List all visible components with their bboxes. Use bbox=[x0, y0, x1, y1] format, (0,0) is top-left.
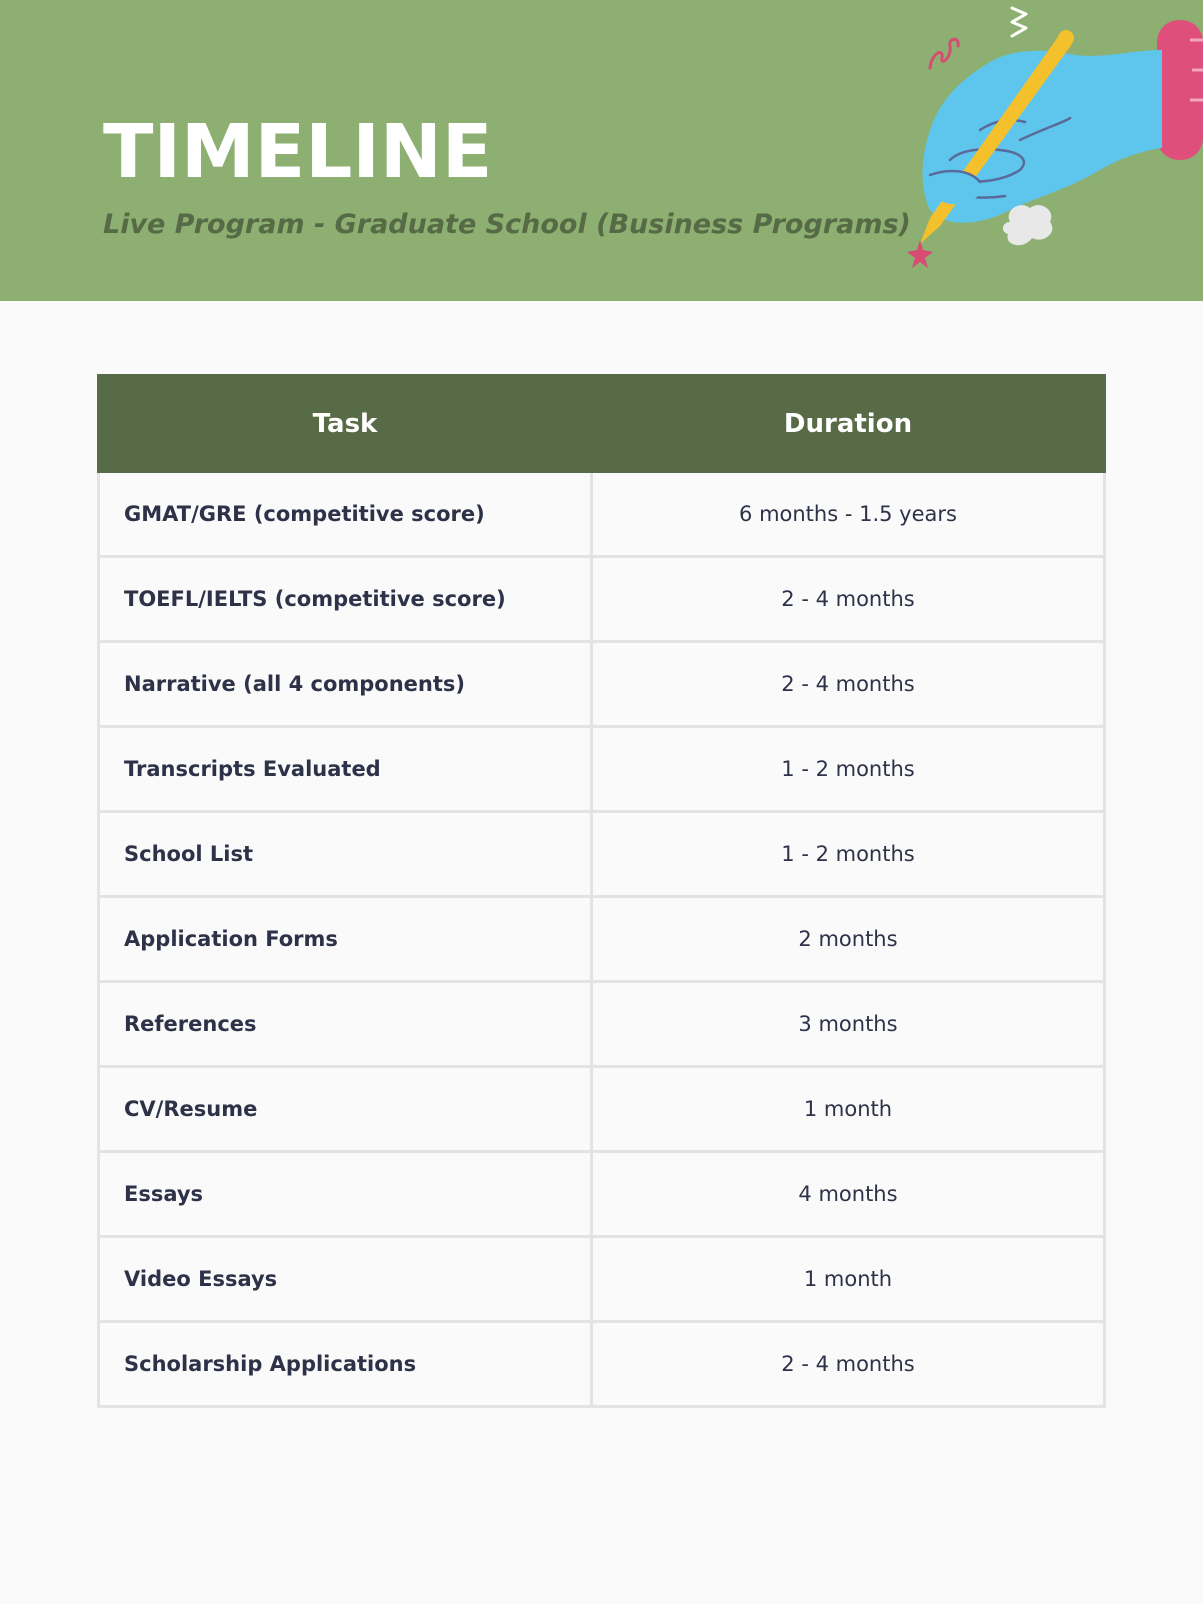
duration-cell: 2 - 4 months bbox=[592, 557, 1105, 642]
timeline-table-container bbox=[97, 374, 1103, 1408]
table-row bbox=[99, 1152, 1105, 1237]
duration-cell: 1 - 2 months bbox=[592, 727, 1105, 812]
table-row bbox=[99, 472, 1105, 557]
task-cell: TOEFL/IELTS (competitive score) bbox=[99, 557, 592, 642]
duration-cell: 1 month bbox=[592, 1237, 1105, 1322]
column-header-duration: Duration bbox=[592, 376, 1105, 472]
table-row bbox=[99, 642, 1105, 727]
table-row bbox=[99, 982, 1105, 1067]
table-row bbox=[99, 897, 1105, 982]
task-cell: Essays bbox=[99, 1152, 592, 1237]
column-header-task: Task bbox=[99, 376, 592, 472]
duration-cell: 6 months - 1.5 years bbox=[592, 472, 1105, 557]
duration-cell: 3 months bbox=[592, 982, 1105, 1067]
hand-writing-with-pencil-icon bbox=[900, 0, 1203, 270]
task-cell: Narrative (all 4 components) bbox=[99, 642, 592, 727]
table-row bbox=[99, 812, 1105, 897]
duration-cell: 2 months bbox=[592, 897, 1105, 982]
task-cell: CV/Resume bbox=[99, 1067, 592, 1152]
duration-cell: 4 months bbox=[592, 1152, 1105, 1237]
duration-cell: 2 - 4 months bbox=[592, 642, 1105, 727]
duration-cell: 1 month bbox=[592, 1067, 1105, 1152]
duration-cell: 1 - 2 months bbox=[592, 812, 1105, 897]
task-cell: References bbox=[99, 982, 592, 1067]
task-cell: Application Forms bbox=[99, 897, 592, 982]
timeline-table bbox=[97, 374, 1106, 1408]
task-cell: Scholarship Applications bbox=[99, 1322, 592, 1407]
table-row bbox=[99, 1067, 1105, 1152]
table-row bbox=[99, 1322, 1105, 1407]
page-title: TIMELINE bbox=[103, 109, 493, 195]
table-row bbox=[99, 727, 1105, 812]
task-cell: Video Essays bbox=[99, 1237, 592, 1322]
page-subtitle: Live Program - Graduate School (Business Programs) bbox=[103, 209, 911, 240]
duration-cell: 2 - 4 months bbox=[592, 1322, 1105, 1407]
table-row bbox=[99, 557, 1105, 642]
task-cell: GMAT/GRE (competitive score) bbox=[99, 472, 592, 557]
table-header-row bbox=[99, 376, 1105, 472]
table-row bbox=[99, 1237, 1105, 1322]
task-cell: School List bbox=[99, 812, 592, 897]
header-banner bbox=[0, 0, 1203, 301]
task-cell: Transcripts Evaluated bbox=[99, 727, 592, 812]
